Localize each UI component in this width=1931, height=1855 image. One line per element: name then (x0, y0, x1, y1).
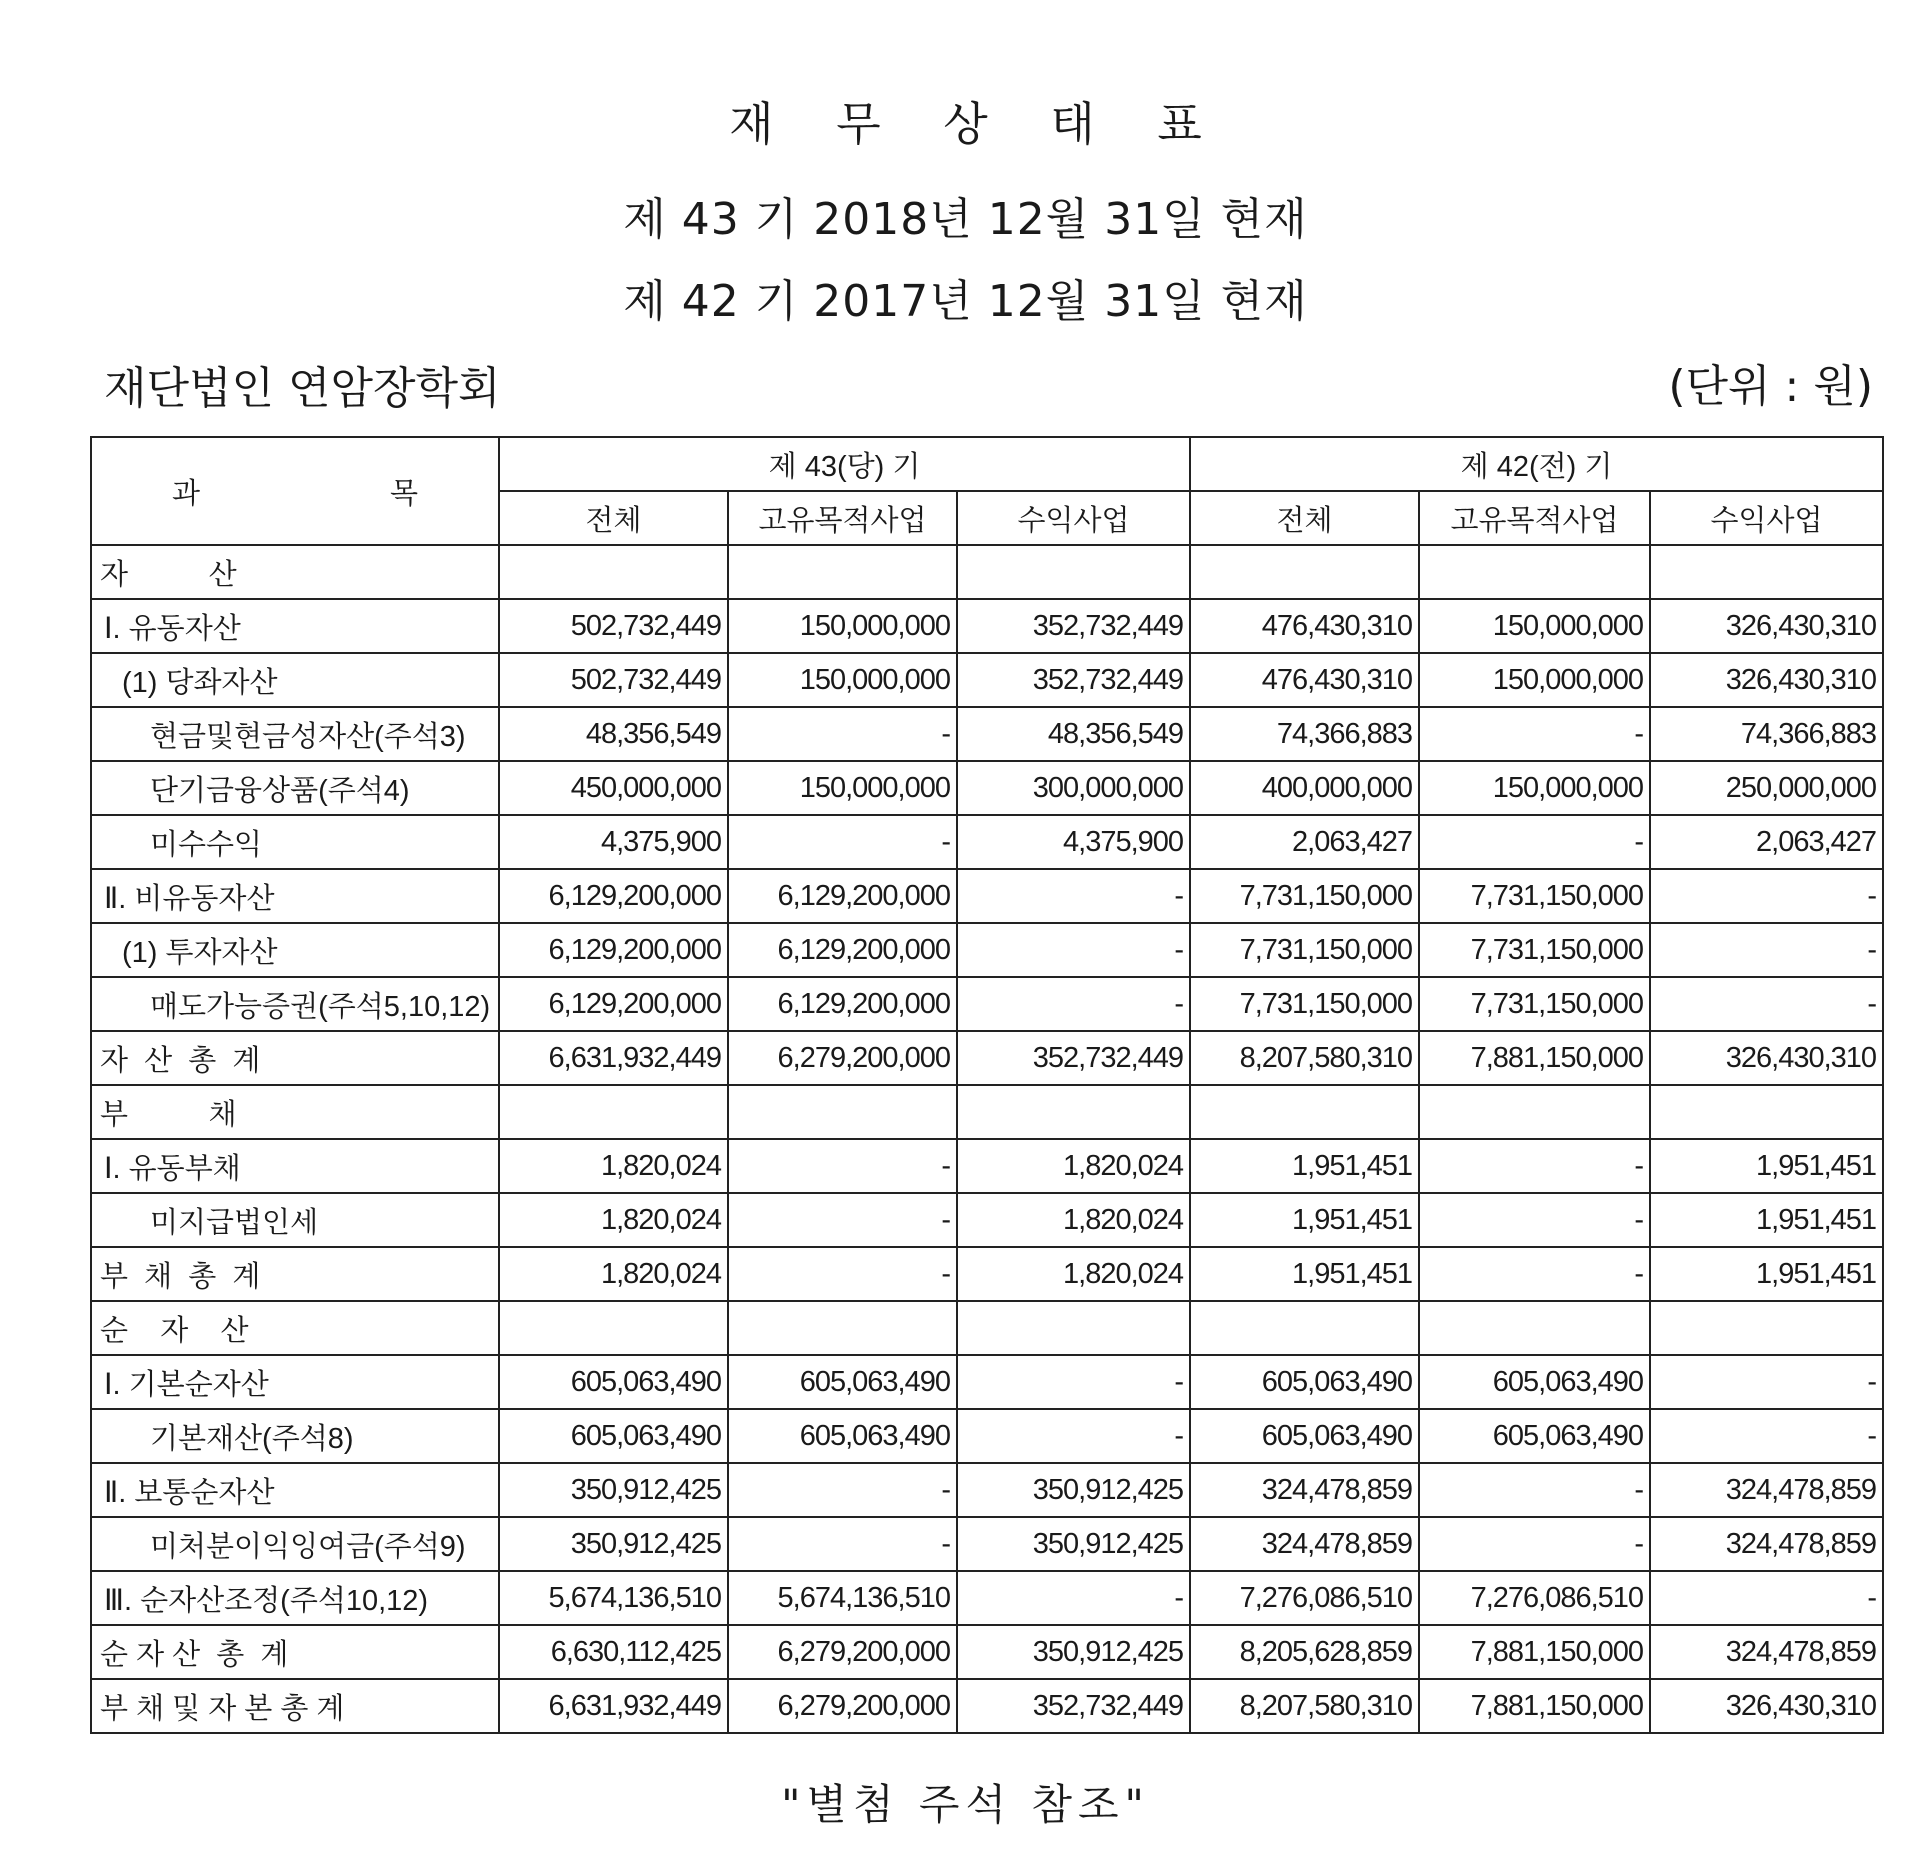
cell-total-prior: 8,205,628,859 (1190, 1625, 1419, 1679)
cell-purpose-prior (1419, 1301, 1650, 1355)
cell-total-current: 450,000,000 (499, 761, 728, 815)
row-label: (1) 투자자산 (91, 923, 499, 977)
cell-total-prior: 74,366,883 (1190, 707, 1419, 761)
cell-revenue-prior: 324,478,859 (1650, 1517, 1883, 1571)
cell-total-current: 350,912,425 (499, 1517, 728, 1571)
cell-total-prior (1190, 1301, 1419, 1355)
cell-purpose-current: 605,063,490 (728, 1355, 957, 1409)
cell-purpose-prior: - (1419, 707, 1650, 761)
cell-total-prior: 7,731,150,000 (1190, 923, 1419, 977)
period-current: 제 43 기 2018년 12월 31일 현재 (623, 194, 1308, 245)
table-row (91, 1031, 1883, 1085)
table-row (91, 1301, 1883, 1355)
cell-total-current (499, 1085, 728, 1139)
cell-revenue-current: 1,820,024 (957, 1139, 1190, 1193)
cell-total-prior: 605,063,490 (1190, 1409, 1419, 1463)
cell-purpose-current: 6,129,200,000 (728, 977, 957, 1031)
col-header-purpose-current: 고유목적사업 (728, 491, 957, 545)
cell-total-current: 1,820,024 (499, 1247, 728, 1301)
cell-purpose-prior: 150,000,000 (1419, 653, 1650, 707)
cell-revenue-prior (1650, 545, 1883, 599)
row-label: Ⅲ. 순자산조정(주석10,12) (91, 1571, 499, 1625)
cell-total-prior: 605,063,490 (1190, 1355, 1419, 1409)
cell-purpose-prior: 7,881,150,000 (1419, 1625, 1650, 1679)
cell-total-prior: 1,951,451 (1190, 1139, 1419, 1193)
cell-revenue-current: - (957, 1355, 1190, 1409)
cell-revenue-prior: 1,951,451 (1650, 1139, 1883, 1193)
cell-revenue-current: 350,912,425 (957, 1517, 1190, 1571)
table-row (91, 1463, 1883, 1517)
row-label: 자 산 (91, 545, 499, 599)
footnote: "별첨 주석 참조" (781, 1780, 1150, 1829)
cell-total-prior: 400,000,000 (1190, 761, 1419, 815)
row-label: Ⅱ. 보통순자산 (91, 1463, 499, 1517)
table-row (91, 653, 1883, 707)
cell-total-current: 350,912,425 (499, 1463, 728, 1517)
table-row (91, 1571, 1883, 1625)
table-row (91, 815, 1883, 869)
table-row (91, 1625, 1883, 1679)
cell-total-current: 1,820,024 (499, 1139, 728, 1193)
cell-total-prior: 8,207,580,310 (1190, 1679, 1419, 1733)
cell-purpose-current: 6,279,200,000 (728, 1625, 957, 1679)
cell-revenue-prior: 2,063,427 (1650, 815, 1883, 869)
table-row (91, 707, 1883, 761)
cell-revenue-prior: 326,430,310 (1650, 599, 1883, 653)
row-label: Ⅱ. 비유동자산 (91, 869, 499, 923)
cell-purpose-current: 6,279,200,000 (728, 1679, 957, 1733)
row-label: Ⅰ. 기본순자산 (91, 1355, 499, 1409)
table-row (91, 1355, 1883, 1409)
cell-purpose-prior (1419, 1085, 1650, 1139)
cell-total-current: 6,631,932,449 (499, 1031, 728, 1085)
cell-revenue-prior: 326,430,310 (1650, 1679, 1883, 1733)
table-row (91, 1679, 1883, 1733)
cell-revenue-prior: - (1650, 1409, 1883, 1463)
cell-revenue-prior: - (1650, 977, 1883, 1031)
period-prior: 제 42 기 2017년 12월 31일 현재 (623, 276, 1308, 327)
row-label: 순 자 산 (91, 1301, 499, 1355)
cell-total-current: 4,375,900 (499, 815, 728, 869)
cell-purpose-current: - (728, 1193, 957, 1247)
row-label: 부 채 (91, 1085, 499, 1139)
cell-purpose-current: - (728, 1247, 957, 1301)
cell-total-current: 502,732,449 (499, 599, 728, 653)
cell-purpose-prior: 7,731,150,000 (1419, 923, 1650, 977)
cell-purpose-current: - (728, 707, 957, 761)
cell-revenue-current (957, 1301, 1190, 1355)
cell-total-current (499, 545, 728, 599)
cell-revenue-prior: 74,366,883 (1650, 707, 1883, 761)
cell-total-current: 502,732,449 (499, 653, 728, 707)
cell-revenue-prior: 250,000,000 (1650, 761, 1883, 815)
table-row (91, 1085, 1883, 1139)
cell-purpose-current: 150,000,000 (728, 653, 957, 707)
cell-purpose-prior: 605,063,490 (1419, 1355, 1650, 1409)
cell-revenue-prior: 324,478,859 (1650, 1463, 1883, 1517)
organization-name: 재단법인 연암장학회 (104, 363, 501, 414)
table-row (91, 761, 1883, 815)
cell-purpose-prior: - (1419, 815, 1650, 869)
group-header-current: 제 43(당) 기 (499, 437, 1190, 491)
cell-revenue-current: 300,000,000 (957, 761, 1190, 815)
cell-revenue-prior: 324,478,859 (1650, 1625, 1883, 1679)
row-label: 미지급법인세 (91, 1193, 499, 1247)
cell-total-prior: 324,478,859 (1190, 1463, 1419, 1517)
cell-revenue-current: - (957, 923, 1190, 977)
cell-purpose-current (728, 545, 957, 599)
cell-purpose-prior: - (1419, 1193, 1650, 1247)
row-label: (1) 당좌자산 (91, 653, 499, 707)
financial-position-table (90, 436, 1884, 1734)
cell-total-current: 6,631,932,449 (499, 1679, 728, 1733)
cell-revenue-current: - (957, 1409, 1190, 1463)
cell-purpose-prior: 7,881,150,000 (1419, 1679, 1650, 1733)
cell-purpose-prior: 7,276,086,510 (1419, 1571, 1650, 1625)
row-label: 부 채 및 자 본 총 계 (91, 1679, 499, 1733)
cell-revenue-current: 4,375,900 (957, 815, 1190, 869)
cell-revenue-current: - (957, 1571, 1190, 1625)
cell-purpose-prior: - (1419, 1247, 1650, 1301)
cell-total-current: 6,129,200,000 (499, 869, 728, 923)
row-label: 자 산 총 계 (91, 1031, 499, 1085)
table-row (91, 869, 1883, 923)
cell-total-prior: 7,276,086,510 (1190, 1571, 1419, 1625)
table-row (91, 977, 1883, 1031)
row-label: Ⅰ. 유동자산 (91, 599, 499, 653)
col-header-total-current: 전체 (499, 491, 728, 545)
cell-revenue-current (957, 545, 1190, 599)
cell-revenue-prior: 1,951,451 (1650, 1193, 1883, 1247)
cell-revenue-current: 352,732,449 (957, 653, 1190, 707)
table-row (91, 1247, 1883, 1301)
cell-total-current (499, 1301, 728, 1355)
row-label: 기본재산(주석8) (91, 1409, 499, 1463)
cell-purpose-prior: 150,000,000 (1419, 599, 1650, 653)
cell-revenue-current (957, 1085, 1190, 1139)
cell-revenue-current: 350,912,425 (957, 1463, 1190, 1517)
table-row (91, 545, 1883, 599)
col-header-total-prior: 전체 (1190, 491, 1419, 545)
cell-total-current: 48,356,549 (499, 707, 728, 761)
table-row (91, 599, 1883, 653)
cell-purpose-prior: - (1419, 1517, 1650, 1571)
group-header-prior: 제 42(전) 기 (1190, 437, 1883, 491)
row-label: 순 자 산 총 계 (91, 1625, 499, 1679)
cell-revenue-current: - (957, 869, 1190, 923)
cell-total-prior (1190, 1085, 1419, 1139)
cell-total-current: 6,129,200,000 (499, 977, 728, 1031)
cell-revenue-prior: 1,951,451 (1650, 1247, 1883, 1301)
col-header-purpose-prior: 고유목적사업 (1419, 491, 1650, 545)
cell-revenue-current: - (957, 977, 1190, 1031)
cell-purpose-current: 150,000,000 (728, 599, 957, 653)
cell-purpose-current: 605,063,490 (728, 1409, 957, 1463)
cell-total-prior (1190, 545, 1419, 599)
cell-revenue-prior: - (1650, 869, 1883, 923)
cell-purpose-current: - (728, 1463, 957, 1517)
cell-purpose-current: - (728, 1517, 957, 1571)
cell-revenue-prior: - (1650, 1571, 1883, 1625)
cell-total-prior: 7,731,150,000 (1190, 977, 1419, 1031)
cell-purpose-current: - (728, 815, 957, 869)
cell-total-current: 605,063,490 (499, 1409, 728, 1463)
cell-purpose-current: 6,129,200,000 (728, 923, 957, 977)
cell-revenue-current: 352,732,449 (957, 1679, 1190, 1733)
cell-revenue-prior: 326,430,310 (1650, 1031, 1883, 1085)
cell-total-current: 6,630,112,425 (499, 1625, 728, 1679)
cell-purpose-prior: 7,881,150,000 (1419, 1031, 1650, 1085)
cell-total-current: 1,820,024 (499, 1193, 728, 1247)
cell-total-prior: 324,478,859 (1190, 1517, 1419, 1571)
table-body (91, 545, 1883, 1733)
cell-total-prior: 476,430,310 (1190, 599, 1419, 653)
table-row (91, 923, 1883, 977)
cell-revenue-prior: - (1650, 923, 1883, 977)
cell-total-prior: 476,430,310 (1190, 653, 1419, 707)
cell-revenue-prior: 326,430,310 (1650, 653, 1883, 707)
cell-revenue-prior (1650, 1085, 1883, 1139)
cell-revenue-current: 350,912,425 (957, 1625, 1190, 1679)
cell-purpose-current (728, 1085, 957, 1139)
cell-total-current: 605,063,490 (499, 1355, 728, 1409)
cell-revenue-prior (1650, 1301, 1883, 1355)
subject-header-b: 목 (390, 477, 419, 510)
row-label: Ⅰ. 유동부채 (91, 1139, 499, 1193)
row-label: 매도가능증권(주석5,10,12) (91, 977, 499, 1031)
table-row (91, 1409, 1883, 1463)
cell-revenue-current: 352,732,449 (957, 599, 1190, 653)
cell-purpose-prior: 7,731,150,000 (1419, 869, 1650, 923)
row-label: 부 채 총 계 (91, 1247, 499, 1301)
cell-revenue-current: 1,820,024 (957, 1193, 1190, 1247)
cell-purpose-current: 6,279,200,000 (728, 1031, 957, 1085)
unit-label: (단위 : 원) (1668, 361, 1873, 412)
cell-purpose-prior (1419, 545, 1650, 599)
cell-purpose-prior: 150,000,000 (1419, 761, 1650, 815)
cell-total-prior: 2,063,427 (1190, 815, 1419, 869)
cell-total-current: 5,674,136,510 (499, 1571, 728, 1625)
document-title: 재 무 상 태 표 (729, 97, 1226, 151)
cell-revenue-prior: - (1650, 1355, 1883, 1409)
cell-purpose-prior: 7,731,150,000 (1419, 977, 1650, 1031)
cell-total-prior: 8,207,580,310 (1190, 1031, 1419, 1085)
subject-header (91, 437, 499, 545)
table-row (91, 1517, 1883, 1571)
cell-purpose-prior: - (1419, 1139, 1650, 1193)
subject-header-a: 과 (171, 477, 200, 510)
cell-revenue-current: 1,820,024 (957, 1247, 1190, 1301)
cell-total-prior: 1,951,451 (1190, 1247, 1419, 1301)
cell-revenue-current: 352,732,449 (957, 1031, 1190, 1085)
table-row (91, 1139, 1883, 1193)
cell-purpose-prior: - (1419, 1463, 1650, 1517)
cell-revenue-current: 48,356,549 (957, 707, 1190, 761)
cell-purpose-prior: 605,063,490 (1419, 1409, 1650, 1463)
cell-purpose-current: 6,129,200,000 (728, 869, 957, 923)
cell-purpose-current: 150,000,000 (728, 761, 957, 815)
row-label: 현금및현금성자산(주석3) (91, 707, 499, 761)
row-label: 단기금융상품(주석4) (91, 761, 499, 815)
row-label: 미처분이익잉여금(주석9) (91, 1517, 499, 1571)
cell-purpose-current (728, 1301, 957, 1355)
cell-purpose-current: 5,674,136,510 (728, 1571, 957, 1625)
cell-total-prior: 7,731,150,000 (1190, 869, 1419, 923)
cell-purpose-current: - (728, 1139, 957, 1193)
col-header-revenue-prior: 수익사업 (1650, 491, 1883, 545)
row-label: 미수수익 (91, 815, 499, 869)
table-row (91, 1193, 1883, 1247)
cell-total-current: 6,129,200,000 (499, 923, 728, 977)
cell-total-prior: 1,951,451 (1190, 1193, 1419, 1247)
col-header-revenue-current: 수익사업 (957, 491, 1190, 545)
